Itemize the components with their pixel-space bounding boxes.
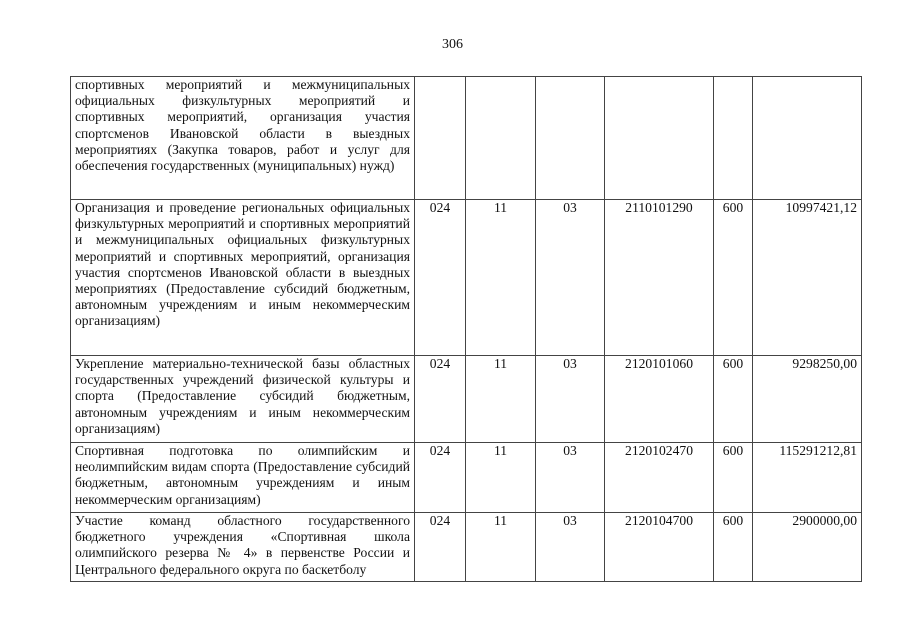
ministry-code-cell: 024 [415,443,466,513]
section-cell: 11 [466,356,536,443]
row-description: Спортивная подготовка по олимпийским и неолимпийским видам спорта (Предоставление субсидий бюджетным, автономным учреждениям и иным некоммерческим организациям) [71,443,415,513]
section-cell: 11 [466,513,536,582]
subsection-cell: 03 [536,200,605,356]
section-cell [466,77,536,200]
row-description: Укрепление материально-технической базы областных государственных учреждений физической культуры и спорта (Предоставление субсидий бюджетным, автономным учреждениям и иным некоммерческим организациям) [71,356,415,443]
expense-type-cell: 600 [714,443,753,513]
amount-cell: 115291212,81 [753,443,862,513]
table-row [71,443,862,513]
table-row [71,77,862,200]
section-cell: 11 [466,443,536,513]
table-row [71,356,862,443]
subsection-cell: 03 [536,443,605,513]
target-article-cell: 2120101060 [605,356,714,443]
subsection-cell: 03 [536,513,605,582]
amount-cell: 10997421,12 [753,200,862,356]
target-article-cell: 2120102470 [605,443,714,513]
target-article-cell: 2110101290 [605,200,714,356]
section-cell: 11 [466,200,536,356]
ministry-code-cell: 024 [415,356,466,443]
row-description: Участие команд областного государственного бюджетного учреждения «Спортивная школа олимпийского резерва № 4» в первенстве России и Центрального федерального округа по баскетболу [71,513,415,582]
ministry-code-cell: 024 [415,513,466,582]
amount-cell: 9298250,00 [753,356,862,443]
budget-table [70,76,862,582]
ministry-code-cell: 024 [415,200,466,356]
target-article-cell [605,77,714,200]
subsection-cell: 03 [536,356,605,443]
table-row [71,513,862,582]
table-row [71,200,862,356]
expense-type-cell [714,77,753,200]
amount-cell: 2900000,00 [753,513,862,582]
page-number: 306 [442,37,463,52]
subsection-cell [536,77,605,200]
expense-type-cell: 600 [714,200,753,356]
ministry-code-cell [415,77,466,200]
target-article-cell: 2120104700 [605,513,714,582]
expense-type-cell: 600 [714,513,753,582]
amount-cell [753,77,862,200]
row-description: спортивных мероприятий и межмуниципальных официальных физкультурных мероприятий и спортивных мероприятий, организация участия спортсменов Ивановской области в выездных мероприятиях (Закупка товаров, работ и услуг для обеспечения государственных (муниципальных) нужд) [71,77,415,200]
row-description: Организация и проведение региональных официальных физкультурных мероприятий и спортивных мероприятий и межмуниципальных официальных физкультурных мероприятий и спортивных мероприятий, организация участия спортсменов Ивановской области в выездных мероприятиях (Предоставление субсидий бюджетным, автономным учреждениям и иным некоммерческим организациям) [71,200,415,356]
expense-type-cell: 600 [714,356,753,443]
